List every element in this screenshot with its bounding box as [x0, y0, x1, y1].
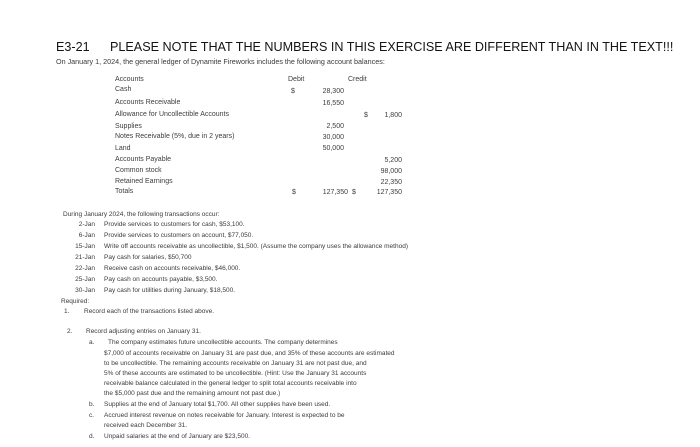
sub-item-line: to be uncollectible. The remaining accounts receivable on January 31 are not past due, and — [104, 360, 367, 367]
totals-debit-dollar-sign: $ — [292, 189, 296, 196]
required-item-number: 2. — [67, 328, 73, 335]
debit-land: 50,000 — [322, 145, 344, 152]
transactions-intro: During January 2024, the following transactions occur: — [63, 211, 220, 218]
account-allowance: Allowance for Uncollectible Accounts — [115, 111, 230, 118]
required-item-number: 1. — [64, 308, 70, 315]
totals-credit: 127,350 — [376, 189, 402, 196]
account-supplies: Supplies — [115, 123, 142, 130]
sub-item-letter: a. — [89, 339, 95, 346]
credit-accounts-payable: 5,200 — [384, 157, 402, 164]
debit-cash: 28,300 — [322, 88, 344, 95]
credit-common-stock: 98,000 — [380, 168, 402, 175]
sub-item-line: Accrued interest revenue on notes receivable for January. Interest is expected to be — [104, 412, 345, 419]
credit-header: Credit — [348, 76, 367, 83]
transaction-text: Pay cash for salaries, $50,700 — [104, 254, 192, 261]
account-accounts-payable: Accounts Payable — [115, 156, 172, 163]
sub-item-letter: c. — [89, 412, 95, 419]
sub-item-line: the $5,000 past due and the remaining amount not past due.) — [104, 390, 281, 397]
exercise-code: E3-21 — [56, 40, 90, 54]
totals-credit-dollar-sign: $ — [352, 189, 356, 196]
transaction-text: Pay cash for utilities during January, $18,500. — [104, 287, 236, 294]
allowance-dollar-sign: $ — [364, 112, 368, 119]
transaction-text: Write off accounts receivable as uncollectible, $1,500. (Assume the company uses the allowance method) — [104, 243, 408, 250]
required-item-text: Record each of the transactions listed above. — [84, 308, 215, 315]
account-common-stock: Common stock — [115, 167, 162, 174]
transaction-date: 25-Jan — [75, 276, 95, 283]
sub-item-line: $7,000 of accounts receivable on January 31 are past due, and 35% of these accounts are estimated — [104, 350, 395, 357]
sub-item-line: received each December 31. — [104, 422, 188, 429]
sub-item-line: 5% of these accounts are estimated to be uncollectible. (Hint: Use the January 31 accounts — [104, 370, 367, 377]
accounts-header: Accounts — [115, 76, 144, 83]
required-label: Required: — [61, 298, 90, 305]
credit-allowance: 1,800 — [384, 112, 402, 119]
debit-accounts-receivable: 16,550 — [322, 100, 344, 107]
account-land: Land — [115, 145, 131, 152]
totals-debit: 127,350 — [322, 189, 348, 196]
sub-item-line: Supplies at the end of January total $1,700. All other supplies have been used. — [104, 401, 331, 408]
account-accounts-receivable: Accounts Receivable — [115, 99, 181, 106]
transaction-date: 22-Jan — [75, 265, 95, 272]
required-item-text: Record adjusting entries on January 31. — [86, 328, 201, 335]
transaction-date: 6-Jan — [78, 232, 95, 239]
transaction-date: 30-Jan — [75, 287, 95, 294]
debit-notes-receivable: 30,000 — [322, 134, 344, 141]
transaction-text: Receive cash on accounts receivable, $46,000. — [104, 265, 241, 272]
account-notes-receivable: Notes Receivable (5%, due in 2 years) — [115, 133, 235, 140]
account-cash: Cash — [115, 86, 132, 93]
transaction-text: Provide services to customers for cash, $53,100. — [104, 221, 245, 228]
transaction-date: 2-Jan — [78, 221, 95, 228]
sub-item-letter: b. — [89, 401, 95, 408]
credit-retained-earnings: 22,350 — [380, 179, 402, 186]
account-retained-earnings: Retained Earnings — [115, 178, 173, 185]
transaction-text: Provide services to customers on account, $77,050. — [104, 232, 254, 239]
sub-item-line: Unpaid salaries at the end of January are $23,500. — [104, 433, 250, 440]
debit-header: Debit — [288, 76, 305, 83]
sub-item-letter: d. — [89, 433, 95, 440]
exercise-warning-heading: PLEASE NOTE THAT THE NUMBERS IN THIS EXERCISE ARE DIFFERENT THAN IN THE TEXT!!! — [110, 40, 674, 54]
sub-item-line: receivable balance calculated in the general ledger to split total accounts receivable into — [104, 380, 357, 387]
sub-item-line: The company estimates future uncollectible accounts. The company determines — [108, 339, 338, 346]
debit-supplies: 2,500 — [326, 123, 344, 130]
cash-dollar-sign: $ — [291, 88, 295, 95]
intro-text: On January 1, 2024, the general ledger of Dynamite Fireworks includes the following account balances: — [56, 57, 385, 66]
transaction-date: 15-Jan — [75, 243, 95, 250]
transaction-date: 21-Jan — [75, 254, 95, 261]
transaction-text: Pay cash on accounts payable, $3,500. — [104, 276, 218, 283]
account-totals: Totals — [115, 188, 134, 195]
